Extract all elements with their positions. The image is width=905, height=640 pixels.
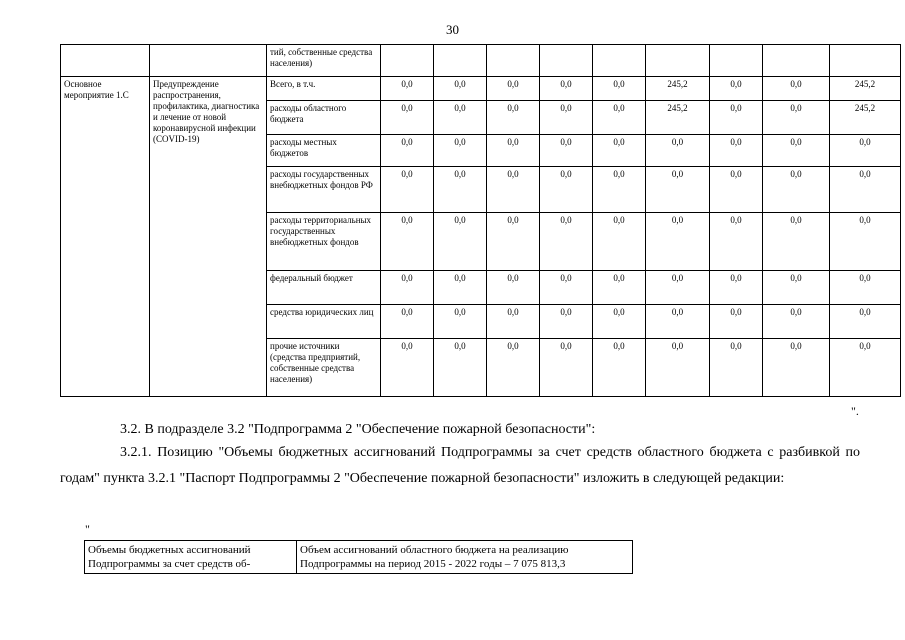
value-cell: 0,0 bbox=[381, 77, 434, 101]
value-cell: 0,0 bbox=[710, 135, 763, 167]
page-number: 30 bbox=[446, 22, 459, 37]
value-cell: 0,0 bbox=[763, 271, 830, 305]
table-row bbox=[85, 541, 633, 574]
source-cell: расходы местных бюджетов bbox=[267, 135, 381, 167]
event-description-cell: Предупреждение распространения, профилактика, диагностика и лечение от новой коронавирусной инфекции (COVID-19) bbox=[150, 77, 267, 397]
closing-quote: ". bbox=[851, 404, 859, 418]
value-cell: 0,0 bbox=[593, 213, 646, 271]
passport-label: Объемы бюджетных ассигнований Подпрограммы за счет средств об- bbox=[85, 541, 297, 574]
value-cell: 0,0 bbox=[646, 213, 710, 271]
value-cell: 0,0 bbox=[763, 101, 830, 135]
value-cell: 0,0 bbox=[381, 339, 434, 397]
value-cell: 0,0 bbox=[646, 339, 710, 397]
value-cell: 0,0 bbox=[487, 167, 540, 213]
source-cell: расходы областного бюджета bbox=[267, 101, 381, 135]
event-name-cell: Основное мероприятие 1.С bbox=[61, 77, 150, 397]
source-cell: федеральный бюджет bbox=[267, 271, 381, 305]
value-cell: 0,0 bbox=[434, 213, 487, 271]
value-cell: 0,0 bbox=[540, 167, 593, 213]
value-cell: 0,0 bbox=[381, 271, 434, 305]
source-cell: расходы государственных внебюджетных фондов РФ bbox=[267, 167, 381, 213]
value-cell: 0,0 bbox=[710, 271, 763, 305]
value-cell: 0,0 bbox=[710, 305, 763, 339]
opening-quote: " bbox=[85, 522, 90, 536]
value-cell: 0,0 bbox=[593, 167, 646, 213]
value-cell: 0,0 bbox=[434, 101, 487, 135]
value-cell: 245,2 bbox=[646, 101, 710, 135]
source-cell: средства юридических лиц bbox=[267, 305, 381, 339]
value-cell: 0,0 bbox=[763, 213, 830, 271]
value-cell: 0,0 bbox=[593, 339, 646, 397]
value-cell: 0,0 bbox=[710, 213, 763, 271]
value-cell: 0,0 bbox=[434, 167, 487, 213]
value-cell: 0,0 bbox=[381, 305, 434, 339]
value-cell: 0,0 bbox=[710, 101, 763, 135]
value-cell: 0,0 bbox=[381, 101, 434, 135]
source-cell: Всего, в т.ч. bbox=[267, 77, 381, 101]
value-cell: 0,0 bbox=[540, 213, 593, 271]
empty-cell bbox=[150, 45, 267, 77]
table-row bbox=[61, 45, 901, 77]
value-cell: 0,0 bbox=[830, 305, 901, 339]
value-cell: 0,0 bbox=[487, 271, 540, 305]
value-cell: 0,0 bbox=[434, 77, 487, 101]
value-cell: 0,0 bbox=[763, 339, 830, 397]
value-cell: 245,2 bbox=[830, 101, 901, 135]
value-cell: 0,0 bbox=[434, 339, 487, 397]
value-cell: 0,0 bbox=[381, 167, 434, 213]
value-cell: 0,0 bbox=[593, 305, 646, 339]
passport-value: Объем ассигнований областного бюджета на реализацию Подпрограммы на период 2015 - 2022 годы – 7 075 813,3 bbox=[297, 541, 633, 574]
value-cell: 0,0 bbox=[593, 77, 646, 101]
value-cell: 0,0 bbox=[593, 101, 646, 135]
value-cell: 0,0 bbox=[540, 101, 593, 135]
value-cell: 0,0 bbox=[540, 77, 593, 101]
value-cell: 0,0 bbox=[646, 271, 710, 305]
value-cell: 245,2 bbox=[830, 77, 901, 101]
value-cell: 0,0 bbox=[381, 213, 434, 271]
value-cell: 0,0 bbox=[487, 213, 540, 271]
paragraph-subsection: 3.2. В подразделе 3.2 "Подпрограмма 2 "Обеспечение пожарной безопасности": bbox=[120, 422, 596, 437]
source-cell: тий, собственные средства населения) bbox=[267, 45, 381, 77]
value-cell: 0,0 bbox=[487, 339, 540, 397]
value-cell: 0,0 bbox=[487, 101, 540, 135]
table-row bbox=[61, 77, 901, 101]
value-cell: 0,0 bbox=[763, 167, 830, 213]
value-cell: 0,0 bbox=[434, 305, 487, 339]
value-cell: 0,0 bbox=[830, 339, 901, 397]
value-cell: 0,0 bbox=[593, 135, 646, 167]
value-cell: 0,0 bbox=[487, 77, 540, 101]
source-cell: расходы территориальных государственных внебюджетных фондов bbox=[267, 213, 381, 271]
value-cell: 0,0 bbox=[830, 271, 901, 305]
value-cell: 0,0 bbox=[763, 77, 830, 101]
value-cell: 0,0 bbox=[540, 305, 593, 339]
value-cell: 245,2 bbox=[646, 77, 710, 101]
value-cell: 0,0 bbox=[646, 167, 710, 213]
value-cell: 0,0 bbox=[540, 339, 593, 397]
budget-table bbox=[60, 44, 901, 397]
value-cell: 0,0 bbox=[830, 135, 901, 167]
empty-cell bbox=[61, 45, 150, 77]
value-cell: 0,0 bbox=[763, 135, 830, 167]
value-cell: 0,0 bbox=[593, 271, 646, 305]
paragraph-position: 3.2.1. Позицию "Объемы бюджетных ассигнований Подпрограммы за счет средств областного бюджета с разбивкой по годам" пункта 3.2.1 "Паспорт Подпрограммы 2 "Обеспечение пожарной безопасности" изложить в следующей редакции: bbox=[60, 445, 860, 486]
value-cell: 0,0 bbox=[540, 271, 593, 305]
value-cell: 0,0 bbox=[434, 271, 487, 305]
value-cell: 0,0 bbox=[540, 135, 593, 167]
value-cell: 0,0 bbox=[487, 135, 540, 167]
value-cell: 0,0 bbox=[710, 167, 763, 213]
value-cell: 0,0 bbox=[763, 305, 830, 339]
value-cell: 0,0 bbox=[646, 305, 710, 339]
value-cell: 0,0 bbox=[434, 135, 487, 167]
source-cell: прочие источники (средства предприятий, собственные средства населения) bbox=[267, 339, 381, 397]
value-cell: 0,0 bbox=[710, 339, 763, 397]
value-cell: 0,0 bbox=[830, 167, 901, 213]
value-cell: 0,0 bbox=[646, 135, 710, 167]
value-cell: 0,0 bbox=[710, 77, 763, 101]
passport-table bbox=[84, 540, 633, 574]
value-cell: 0,0 bbox=[830, 213, 901, 271]
value-cell: 0,0 bbox=[381, 135, 434, 167]
value-cell: 0,0 bbox=[487, 305, 540, 339]
